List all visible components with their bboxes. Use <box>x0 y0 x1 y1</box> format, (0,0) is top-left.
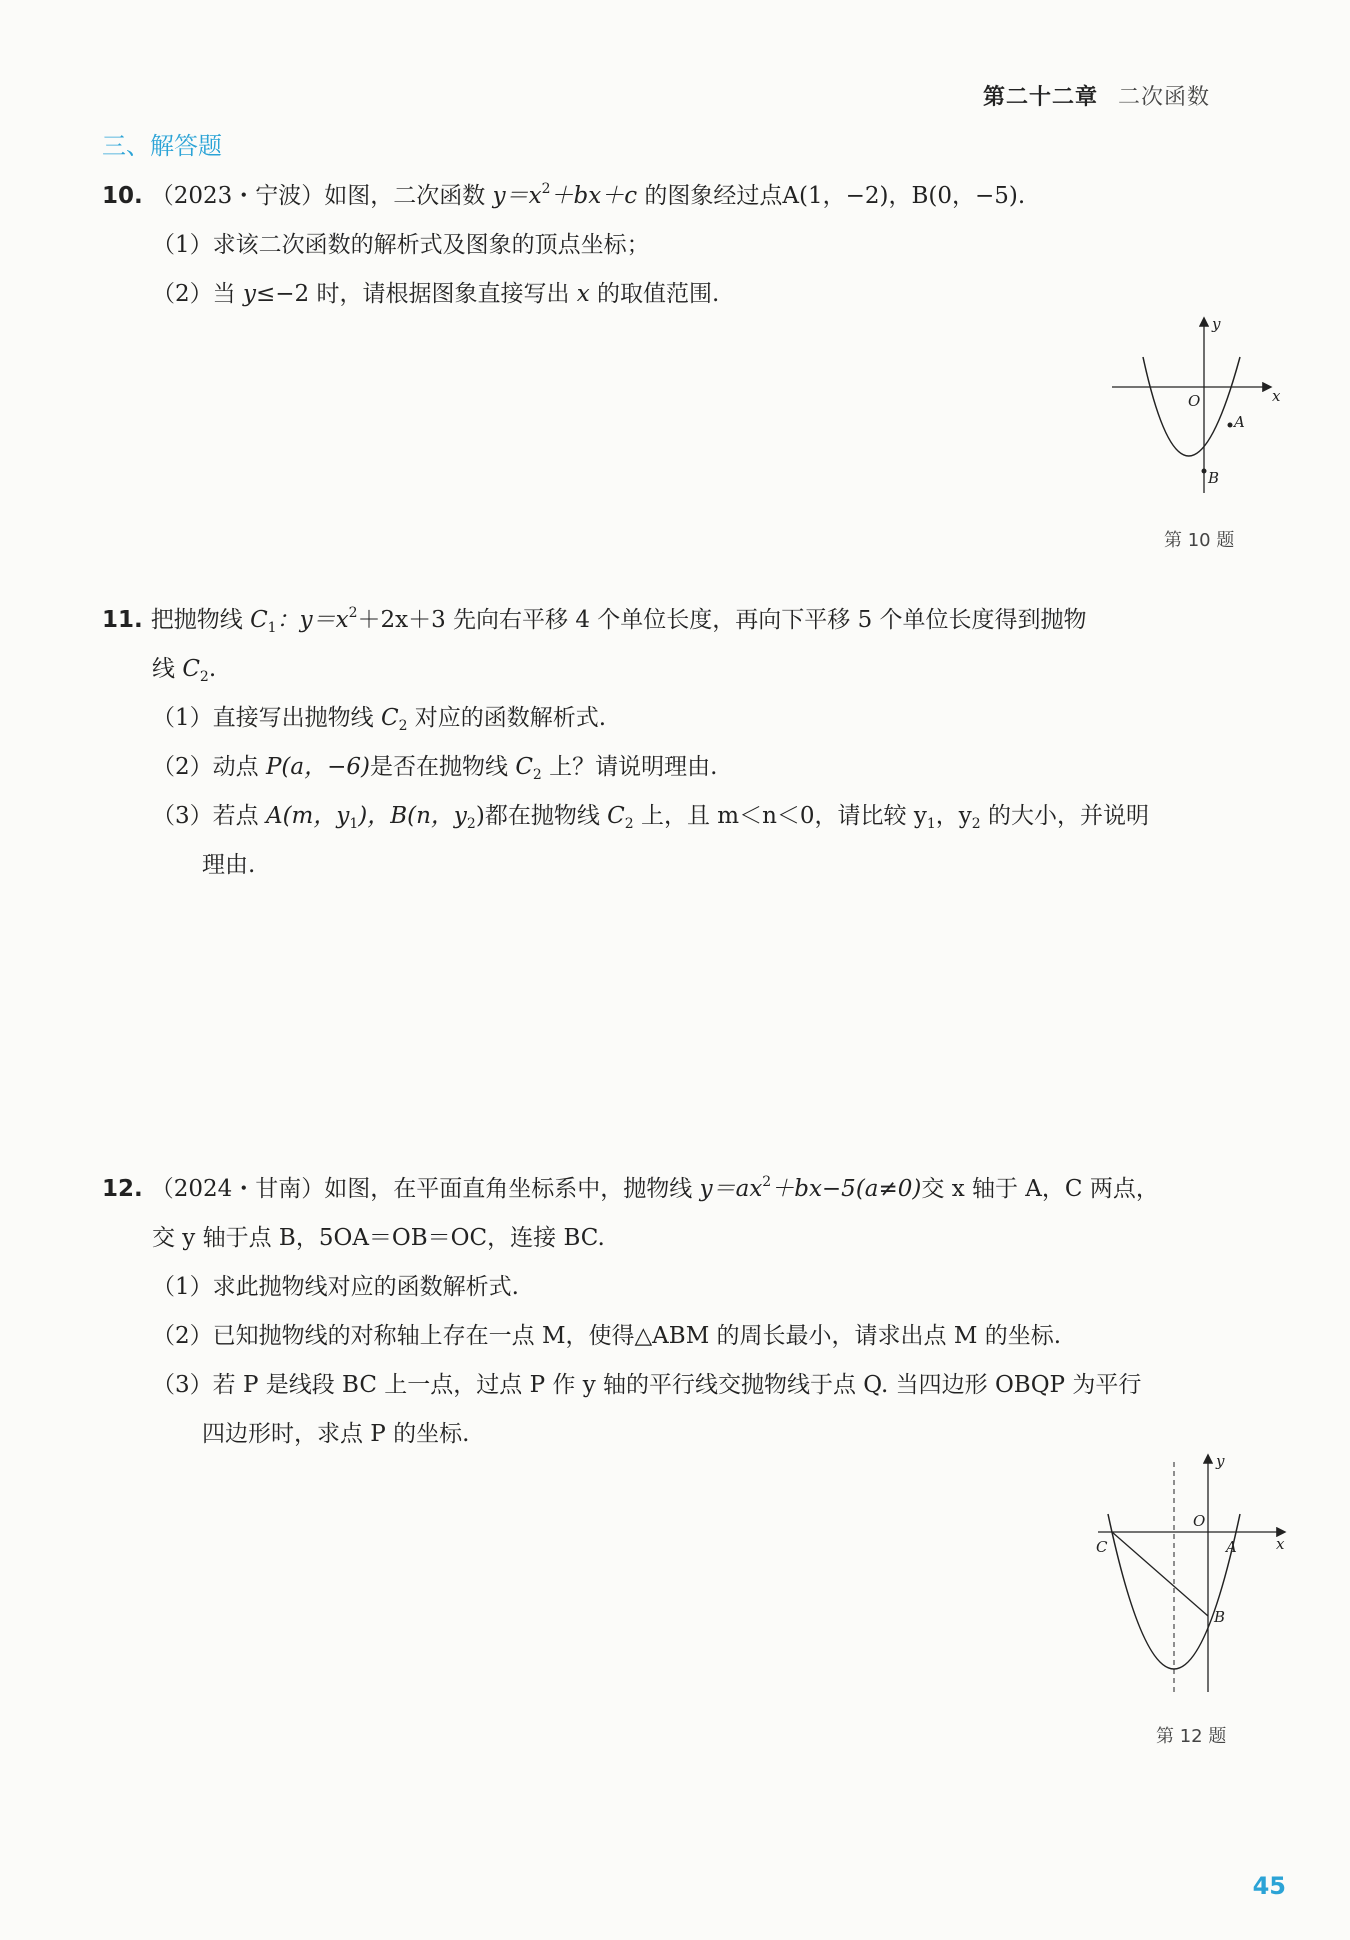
q10-text-2: 的图象经过点 <box>637 183 783 209</box>
q12-part-1: （1）求此抛物线对应的函数解析式. <box>152 1274 519 1300</box>
question-source: （2024・甘南） <box>150 1176 325 1202</box>
q11-part-2: （2）动点 P(a，−6)是否在抛物线 $C_2$ 上？请说明理由. <box>152 754 718 783</box>
q10-part-2: （2）当 y≤−2 时，请根据图象直接写出 x 的取值范围. <box>152 281 720 307</box>
a-label: A <box>1234 413 1245 431</box>
page-number: 45 <box>1252 1872 1286 1900</box>
b-label: B <box>1208 469 1220 487</box>
y-label: y <box>1212 315 1221 333</box>
q12-part-3-cont: 四边形时，求点 P 的坐标. <box>202 1421 470 1447</box>
point-a <box>1228 423 1233 428</box>
y-label: y <box>1216 1452 1225 1470</box>
figure-10 <box>1110 315 1280 495</box>
a-label: A <box>1226 1538 1237 1556</box>
question-number: 11. <box>102 607 143 633</box>
c-label: C <box>1096 1538 1108 1556</box>
chapter-subject: 二次函数 <box>1117 85 1210 110</box>
point-b <box>1202 469 1207 474</box>
question-number: 10. <box>102 183 143 209</box>
question-number: 12. <box>102 1176 143 1202</box>
q10-points: A(1，−2)，B(0，−5). <box>782 183 1026 209</box>
q11-part-3: （3）若点 A(m，$y_1$)，B(n，$y_2$)都在抛物线 $C_2$ 上，且 m＜n＜0，请比较 $y_1$，$y_2$ 的大小，并说明 <box>152 803 1150 832</box>
question-11: 11. 把抛物线 $C_1$：$y=x^2+2x+3$ 先向右平移 4 个单位长度，再向下平移 5 个单位长度得到抛物 线 $C_2$. （1）直接写出抛物线 $C_2$ 对应的函数解析式. （2）动点 P(a，−6)是否在抛物线 $C_2$ 上？请说明理由. （3）若点 A(m，$y_1$)，B(n，$y_2$)都在抛物线 $C_2$ 上，且 m＜n＜0，请比较 $y_1$，$y_2$ 的大小，并说明 理由. <box>102 596 1292 890</box>
figure-12 <box>1096 1452 1296 1712</box>
chapter-title: 第二十二章 <box>982 84 1098 110</box>
figure-12-caption: 第 12 题 <box>1156 1726 1227 1747</box>
q10-equation-rest: ＋bx＋c <box>550 183 638 209</box>
origin-label: O <box>1193 1512 1206 1530</box>
q12-line-2: 交 y 轴于点 B，5OA＝OB＝OC，连接 BC. <box>152 1225 605 1251</box>
q10-equation: y＝x <box>492 183 542 209</box>
q10-text: 如图，二次函数 <box>324 183 493 209</box>
figure-10-caption: 第 10 题 <box>1164 530 1235 551</box>
q11-part-1: （1）直接写出抛物线 $C_2$ 对应的函数解析式. <box>152 705 607 734</box>
q11-part-3-cont: 理由. <box>202 852 256 878</box>
question-10: 10. （2023・宁波）如图，二次函数 $y=x^2+bx+c$ 的图象经过点A(1，−2)，B(0，−5). （1）求该二次函数的解析式及图象的顶点坐标； （2）当 y≤−2 时，请根据图象直接写出 x 的取值范围. <box>102 172 1292 319</box>
segment-bc <box>1112 1532 1208 1616</box>
section-title: 三、解答题 <box>102 132 222 160</box>
chapter-header <box>983 80 1210 111</box>
question-12: 12. （2024・甘南）如图，在平面直角坐标系中，抛物线 $y=ax^2+bx-5(a\ne 0)$交 x 轴于 A，C 两点， 交 y 轴于点 B，5OA＝OB＝OC，连接 BC. （1）求此抛物线对应的函数解析式. （2）已知抛物线的对称轴上存在一点 M，使得△ABM 的周长最小，请求出点 M 的坐标. （3）若 P 是线段 BC 上一点，过点 P 作 y 轴的平行线交抛物线于点 Q. 当四边形 OBQP 为平行 四边形时，求点 P 的坐标. <box>102 1165 1292 1459</box>
b-label: B <box>1214 1608 1226 1626</box>
x-label: x <box>1272 387 1280 405</box>
q10-part-1: （1）求该二次函数的解析式及图象的顶点坐标； <box>152 232 650 258</box>
x-label: x <box>1276 1535 1285 1553</box>
question-source: （2023・宁波） <box>150 183 325 209</box>
q12-part-3: （3）若 P 是线段 BC 上一点，过点 P 作 y 轴的平行线交抛物线于点 Q. 当四边形 OBQP 为平行 <box>152 1372 1142 1398</box>
origin-label: O <box>1188 392 1201 410</box>
q12-part-2: （2）已知抛物线的对称轴上存在一点 M，使得△ABM 的周长最小，请求出点 M 的坐标. <box>152 1323 1062 1349</box>
